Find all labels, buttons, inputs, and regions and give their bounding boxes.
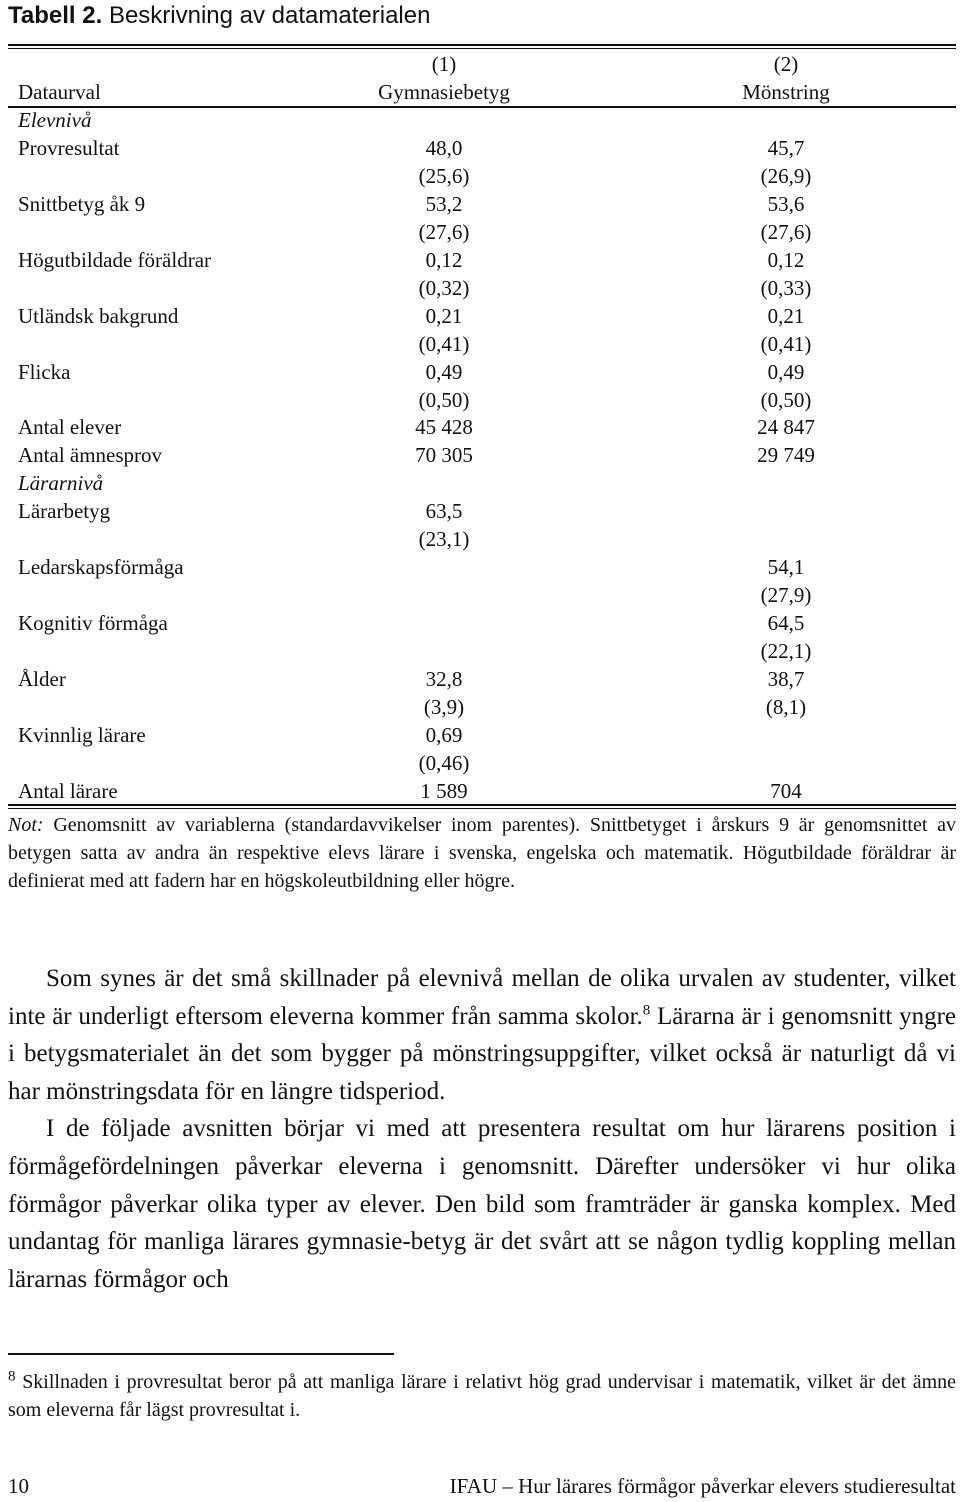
footnote-rule bbox=[8, 1353, 394, 1355]
row-label: Provresultat bbox=[18, 135, 120, 160]
cell-monstring: (0,50) bbox=[760, 387, 812, 412]
footnote bbox=[8, 1368, 956, 1424]
cell-monstring: 0,49 bbox=[767, 359, 805, 384]
cell-monstring bbox=[636, 106, 936, 134]
row-label: Ledarskapsförmåga bbox=[18, 555, 184, 580]
table-title-label: Tabell 2. bbox=[8, 2, 103, 29]
table-bottom-rule-inner bbox=[8, 808, 956, 809]
cell-gymnasiebetyg: 0,49 bbox=[425, 359, 463, 384]
footnote-text: Skillnaden i provresultat beror på att manliga lärare i relativt hög grad undervisar i matematik, vilket är det ämne som eleverna får lägst provresultat i. bbox=[8, 1371, 957, 1421]
table-note bbox=[8, 811, 956, 895]
cell-gymnasiebetyg: 32,8 bbox=[425, 667, 463, 691]
cell-monstring: (0,33) bbox=[760, 275, 812, 300]
cell-gymnasiebetyg bbox=[294, 106, 594, 134]
row-label: Högutbildade föräldrar bbox=[18, 247, 212, 272]
section-label: Lärarnivå bbox=[18, 471, 104, 496]
cell-gymnasiebetyg: 70 305 bbox=[415, 443, 473, 468]
row-label: Antal ämnesprov bbox=[18, 443, 163, 468]
cell-gymnasiebetyg: (3,9) bbox=[423, 694, 465, 719]
cell-gymnasiebetyg: 53,2 bbox=[425, 191, 463, 216]
cell-monstring bbox=[636, 749, 936, 777]
cell-monstring: (22,1) bbox=[760, 639, 812, 663]
cell-monstring: (27,9) bbox=[760, 583, 812, 608]
row-label: Kognitiv förmåga bbox=[18, 611, 168, 636]
row-label: Snittbetyg åk 9 bbox=[18, 191, 146, 216]
cell-gymnasiebetyg: (27,6) bbox=[418, 219, 470, 244]
row-label: Utländsk bakgrund bbox=[18, 303, 179, 328]
cell-gymnasiebetyg: (0,46) bbox=[418, 750, 470, 775]
row-label: Ålder bbox=[18, 667, 66, 691]
header-rule bbox=[8, 106, 956, 108]
note-text: Genomsnitt av variablerna (standardavvikelser inom parentes). Snittbetyget i årskurs 9 är genomsnittet av betygen satta av andra än respektive elevs lärare i svenska, engelska och matematik. Högutbildade föräldrar är definierat med att fadern har en högskoleutbildning eller högre. bbox=[8, 814, 957, 892]
cell-gymnasiebetyg: 0,69 bbox=[425, 722, 463, 747]
row-label: Flicka bbox=[18, 359, 71, 384]
cell-gymnasiebetyg: 1 589 bbox=[420, 778, 468, 803]
section-label: Elevnivå bbox=[18, 108, 92, 132]
cell-gymnasiebetyg: 45 428 bbox=[415, 415, 473, 440]
cell-gymnasiebetyg: (0,32) bbox=[418, 275, 470, 300]
cell-gymnasiebetyg bbox=[294, 609, 594, 637]
table-bottom-rule bbox=[8, 804, 956, 806]
cell-gymnasiebetyg: 48,0 bbox=[425, 135, 463, 160]
cell-monstring bbox=[636, 497, 936, 525]
cell-gymnasiebetyg: 63,5 bbox=[425, 499, 463, 524]
cell-monstring: (27,6) bbox=[760, 219, 812, 244]
page-number: 10 bbox=[8, 1474, 29, 1498]
cell-monstring: 38,7 bbox=[767, 667, 805, 691]
cell-monstring bbox=[636, 721, 936, 749]
row-label: Antal lärare bbox=[18, 778, 118, 803]
column-number-2: (2) bbox=[773, 52, 799, 76]
footnote-number: 8 bbox=[8, 1368, 16, 1385]
cell-monstring: 53,6 bbox=[767, 191, 805, 216]
cell-gymnasiebetyg bbox=[294, 469, 594, 497]
cell-gymnasiebetyg: (23,1) bbox=[418, 527, 470, 552]
footnote-reference: 8 bbox=[642, 1002, 651, 1019]
cell-gymnasiebetyg bbox=[294, 581, 594, 609]
row-label: Kvinnlig lärare bbox=[18, 722, 146, 747]
table-title-text: Beskrivning av datamaterialen bbox=[108, 2, 431, 29]
cell-gymnasiebetyg bbox=[294, 637, 594, 665]
column-header-gymnasiebetyg: Gymnasiebetyg bbox=[378, 80, 510, 104]
paragraph-2: I de följade avsnitten börjar vi med att presentera resultat om hur lärarens position i förmågefördelningen påverkar eleverna i genomsnitt. Därefter undersöker vi hur olika förmågor påverkar olika typer av elever. Den bild som framträder är ganska komplex. Med undantag för manliga lärares gymnasie-betyg är det svårt att se någon tydlig koppling mellan lärarnas förmågor och bbox=[8, 1115, 956, 1293]
cell-gymnasiebetyg: (0,50) bbox=[418, 387, 470, 412]
cell-gymnasiebetyg: (0,41) bbox=[418, 331, 470, 356]
cell-monstring: 29 749 bbox=[757, 443, 815, 468]
cell-gymnasiebetyg: (25,6) bbox=[418, 163, 470, 188]
cell-monstring: 64,5 bbox=[767, 611, 805, 636]
row-label: Lärarbetyg bbox=[18, 499, 111, 524]
cell-gymnasiebetyg bbox=[294, 553, 594, 581]
column-header-dataurval: Dataurval bbox=[18, 80, 101, 104]
cell-monstring: 0,12 bbox=[767, 247, 805, 272]
cell-gymnasiebetyg: 0,21 bbox=[425, 303, 463, 328]
cell-monstring: (8,1) bbox=[765, 694, 807, 719]
paragraph-1-part-2: Lärarna är i genomsnitt yngre i betygsmaterialet än det som bygger på mönstringsuppgifter, vilket också är naturligt då vi har mönstringsdata för en längre tidsperiod. bbox=[8, 1002, 957, 1105]
cell-monstring: 704 bbox=[770, 778, 802, 803]
cell-monstring: 24 847 bbox=[757, 415, 815, 440]
cell-monstring: 54,1 bbox=[767, 555, 805, 580]
cell-monstring: 45,7 bbox=[767, 135, 805, 160]
running-title: IFAU – Hur lärares förmågor påverkar elevers studieresultat bbox=[449, 1474, 956, 1498]
note-label: Not: bbox=[8, 814, 44, 836]
cell-monstring: 0,21 bbox=[767, 303, 805, 328]
cell-gymnasiebetyg: 0,12 bbox=[425, 247, 463, 272]
paragraph-1 bbox=[8, 960, 956, 1110]
column-number-1: (1) bbox=[431, 52, 457, 76]
row-label: Antal elever bbox=[18, 415, 122, 440]
body-text bbox=[8, 960, 956, 1298]
cell-monstring: (0,41) bbox=[760, 331, 812, 356]
cell-monstring bbox=[636, 525, 936, 553]
cell-monstring bbox=[636, 469, 936, 497]
cell-monstring: (26,9) bbox=[760, 163, 812, 188]
column-header-monstring: Mönstring bbox=[742, 80, 830, 104]
paragraph-1-part-1: Som synes är det små skillnader på elevnivå mellan de olika urvalen av studenter, vilket inte är underligt eftersom eleverna kommer från samma skolor. bbox=[8, 965, 956, 1030]
